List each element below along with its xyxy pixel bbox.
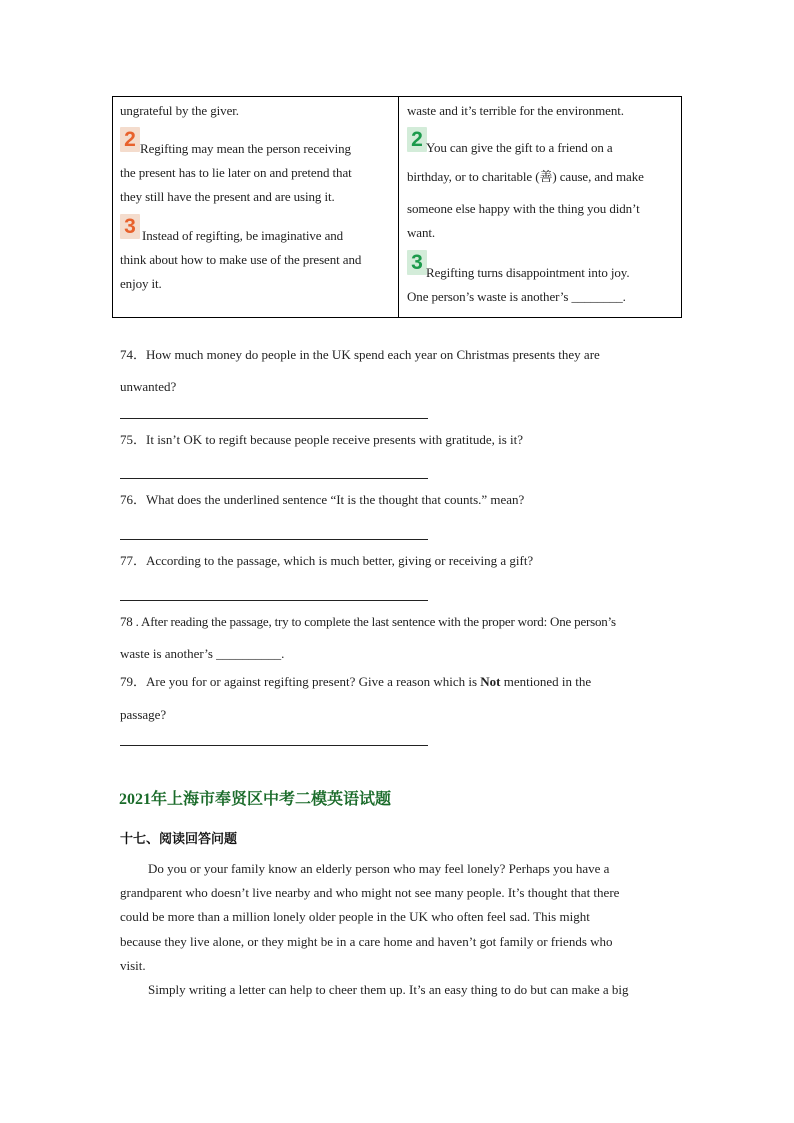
right-point-2-line-1: You can give the gift to a friend on a (426, 140, 613, 155)
passage-line-6: Simply writing a letter can help to cheer them up. It’s an easy thing to do but can make a big (148, 982, 629, 997)
question-79-line-2: passage? (120, 707, 167, 722)
left-point-2-line-3: they still have the present and are using it. (120, 189, 335, 204)
table-left-column (113, 97, 399, 317)
arguments-table (112, 96, 682, 318)
emphasis-not: Not (480, 674, 501, 689)
answer-line-74[interactable] (120, 418, 428, 419)
question-79-line-1: 79．Are you for or against regifting present? Give a reason which is Not mentioned in the (120, 674, 592, 689)
question-78-line-1: 78 . After reading the passage, try to complete the last sentence with the proper word: One person’s (120, 614, 616, 629)
answer-line-76[interactable] (120, 539, 428, 540)
question-74-line-2: unwanted? (120, 379, 177, 394)
left-point-3-line-1: Instead of regifting, be imaginative and (142, 228, 344, 243)
right-point-2-line-2: birthday, or to charitable (善) cause, and make (407, 169, 644, 184)
right-point-2-line-4: want. (407, 225, 436, 240)
question-75: 75．It isn’t OK to regift because people receive presents with gratitude, is it? (120, 432, 523, 447)
number-3-icon: 3 (407, 250, 427, 275)
left-intro-line: ungrateful by the giver. (120, 103, 239, 118)
right-point-3-line-1: Regifting turns disappointment into joy. (426, 265, 630, 280)
question-74-line-1: 74．How much money do people in the UK spend each year on Christmas presents they are (120, 347, 600, 362)
passage-line-1: Do you or your family know an elderly person who may feel lonely? Perhaps you have a (148, 861, 610, 876)
number-2-icon: 2 (407, 127, 427, 152)
question-77: 77．According to the passage, which is much better, giving or receiving a gift? (120, 553, 534, 568)
passage-line-3: could be more than a million lonely older people in the UK who often feel sad. This might (120, 909, 590, 924)
answer-line-79[interactable] (120, 745, 428, 746)
passage-line-2: grandparent who doesn’t live nearby and who might not see many people. It’s thought that there (120, 885, 620, 900)
passage-line-4: because they live alone, or they might be in a care home and haven’t got family or friends who (120, 934, 613, 949)
passage-line-5: visit. (120, 958, 146, 973)
number-3-icon: 3 (120, 214, 140, 239)
table-right-column (399, 97, 681, 317)
answer-line-77[interactable] (120, 600, 428, 601)
question-76: 76．What does the underlined sentence “It is the thought that counts.” mean? (120, 492, 525, 507)
left-point-2-line-1: Regifting may mean the person receiving (140, 141, 351, 156)
right-point-3-line-2: One person’s waste is another’s ________. (407, 289, 626, 304)
answer-line-75[interactable] (120, 478, 428, 479)
left-point-2-line-2: the present has to lie later on and pretend that (120, 165, 352, 180)
section-subtitle: 十七、阅读回答问题 (120, 832, 238, 847)
left-point-3-line-3: enjoy it. (120, 276, 162, 291)
section-title: 2021年上海市奉贤区中考二模英语试题 (119, 789, 392, 808)
question-78-line-2: waste is another’s __________. (120, 646, 285, 661)
right-point-2-line-3: someone else happy with the thing you didn’t (407, 201, 640, 216)
left-point-3-line-2: think about how to make use of the present and (120, 252, 362, 267)
number-2-icon: 2 (120, 127, 140, 152)
right-intro-line: waste and it’s terrible for the environment. (407, 103, 624, 118)
